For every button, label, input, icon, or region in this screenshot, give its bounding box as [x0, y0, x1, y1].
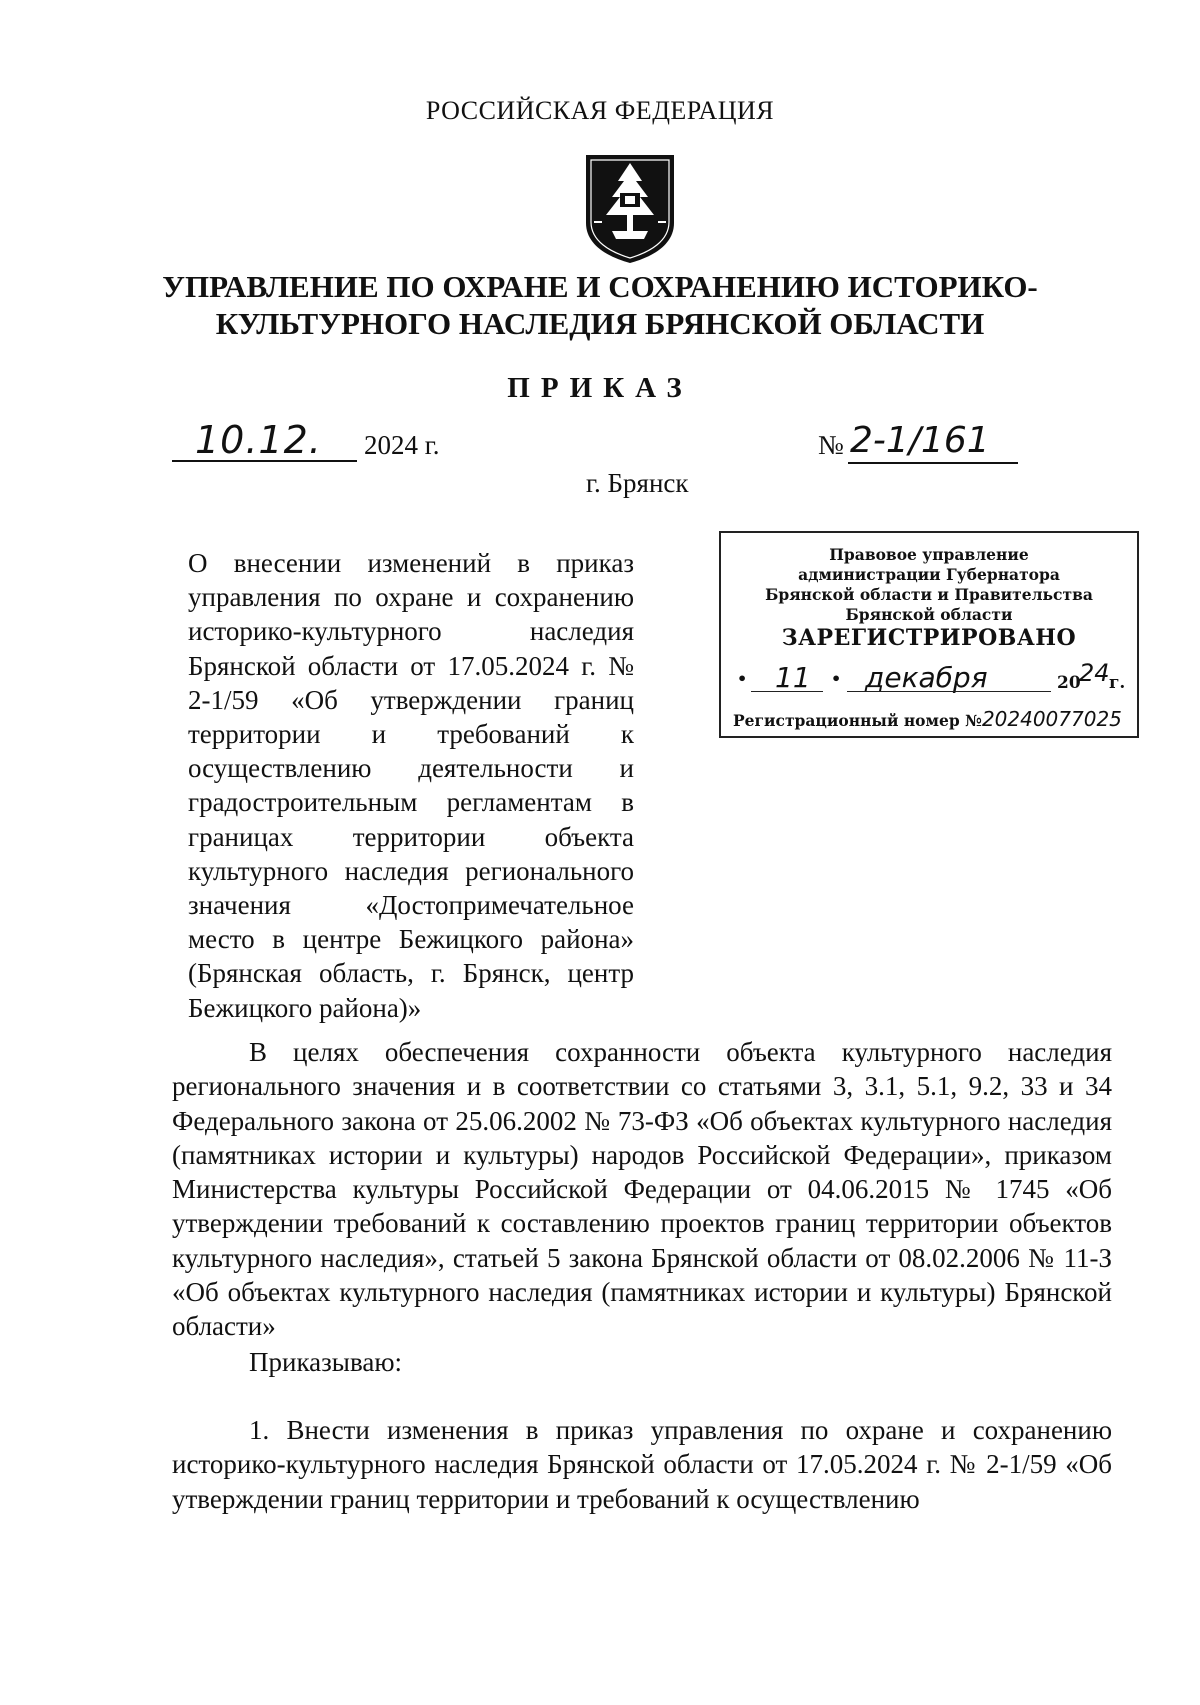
document-type: ПРИКАЗ [507, 372, 693, 404]
stamp-regnum-value: 20240077025 [981, 707, 1122, 731]
organization-title-line2: КУЛЬТУРНОГО НАСЛЕДИЯ БРЯНСКОЙ ОБЛАСТИ [215, 306, 985, 341]
number-label: № [818, 430, 844, 460]
stamp-day-line [751, 691, 823, 692]
stamp-month-line [847, 691, 1051, 692]
stamp-registered: ЗАРЕГИСТРИРОВАНО [781, 625, 1077, 651]
organization-title-line1: УПРАВЛЕНИЕ ПО ОХРАНЕ И СОХРАНЕНИЮ ИСТОРИКО- [162, 269, 1038, 304]
stamp-authority [721, 545, 1137, 625]
order-word: Приказываю: [249, 1347, 402, 1377]
stamp-line: администрации Губернатора [798, 565, 1060, 584]
registration-stamp [719, 531, 1139, 738]
stamp-bullet: • [831, 669, 842, 688]
date-underline [172, 460, 357, 462]
number-underline [848, 462, 1018, 464]
handwritten-number: 2-1/161 [850, 420, 990, 461]
stamp-line: Правовое управление [829, 545, 1029, 564]
stamp-year-end: г. [1109, 673, 1126, 693]
organization-title [0, 268, 1200, 342]
stamp-regnum [733, 707, 1122, 731]
stamp-bullet: • [737, 669, 748, 688]
stamp-year-prefix: 20 [1057, 673, 1081, 693]
order-subject: О внесении изменений в приказ управления по охране и сохранению историко-культурного наследия Брянской области от 17.05.2024 г. № 2-1/59 «Об утверждении границ территории и требований к осуществлению деятельности и градостроительным регламентам в границах территории объекта культурного наследия регионального значения «Достопримечательное место в центре Бежицкого района» (Брянская область, г. Брянск, центр Бежицкого района)» [188, 548, 634, 1023]
handwritten-date: 10.12. [195, 418, 322, 462]
country-heading: РОССИЙСКАЯ ФЕДЕРАЦИЯ [425, 96, 775, 125]
preamble-paragraph: В целях обеспечения сохранности объекта культурного наследия регионального значения и в соответствии со статьями 3, 3.1, 5.1, 9.2, 33 и 34 Федерального закона от 25.06.2002 № 73-ФЗ «Об объектах культурного наследия (памятниках истории и культуры) народов Российской Федерации», приказом Министерства культуры Российской Федерации от 04.06.2015 № 1745 «Об утверждении требований к составлению проектов границ территории объектов культурного наследия», статьей 5 закона Брянской области от 08.02.2006 № 11-З «Об объектах культурного наследия (памятниках истории и культуры) Брянской области» [172, 1037, 1112, 1342]
stamp-line: Брянской области и Правительства [765, 585, 1093, 604]
stamp-month: декабря [865, 661, 988, 694]
city: г. Брянск [586, 468, 689, 498]
stamp-regnum-label: Регистрационный номер № [733, 711, 982, 730]
stamp-year-suffix: 24 [1079, 659, 1110, 687]
coat-of-arms-icon [582, 153, 678, 265]
date-year: 2024 г. [364, 430, 440, 460]
order-item-1: 1. Внести изменения в приказ управления по охране и сохранению историко-культурного наследия Брянской области от 17.05.2024 г. № 2-1/59 «Об утверждении границ территории и требований к осуществлению [172, 1415, 1112, 1514]
stamp-day: 11 [775, 661, 811, 694]
stamp-line: Брянской области [845, 605, 1013, 624]
stamp-date [735, 659, 1127, 699]
